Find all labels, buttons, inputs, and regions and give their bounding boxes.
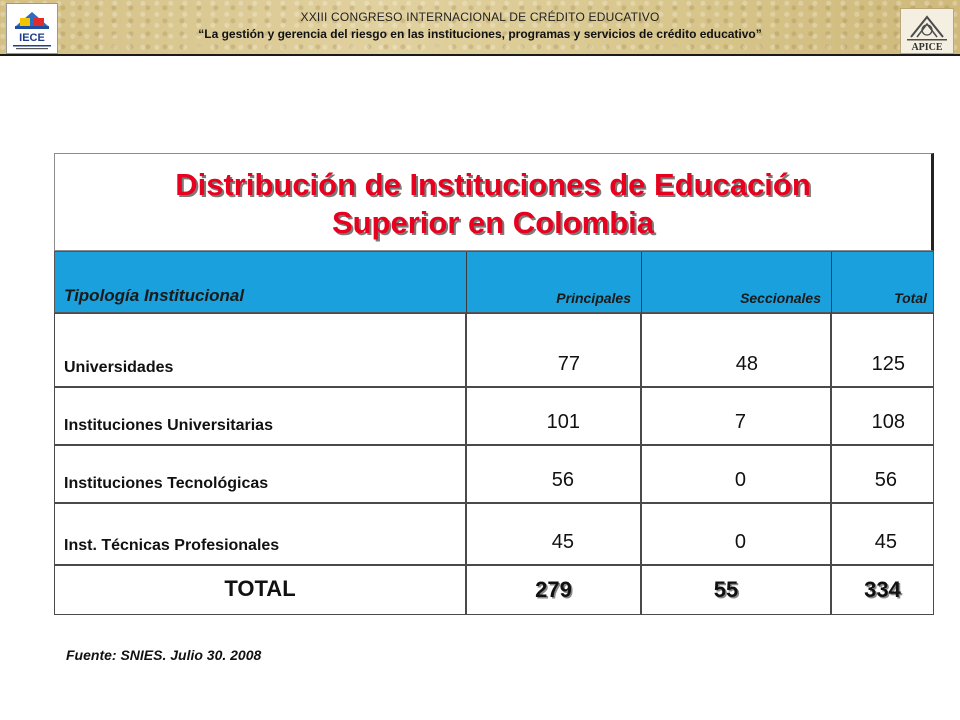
cell-value: 7 (734, 411, 746, 433)
table-cell-total (831, 387, 934, 445)
table-title (55, 166, 931, 242)
total-cell-total (831, 565, 934, 615)
institutions-table (54, 153, 934, 615)
table-cell-seccionales (641, 445, 831, 503)
table-row-label-cell (54, 387, 466, 445)
table-title-line2: Superior en Colombia (331, 205, 655, 240)
header-seccionales (642, 252, 832, 314)
table-cell-total (831, 503, 934, 565)
cell-value: 108 (871, 411, 905, 433)
header-total-label: Total (894, 290, 927, 306)
total-value: 55 (713, 577, 739, 602)
table-cell-total (831, 313, 934, 387)
cell-value: 125 (871, 353, 905, 375)
header-tipologia (55, 252, 467, 314)
congress-subtitle: “La gestión y gerencia del riesgo en las instituciones, programas y servicios de crédito educativo” (198, 27, 762, 41)
header-tipologia-label: Tipología Institucional (64, 286, 245, 305)
total-value: 334 (864, 577, 901, 602)
cell-value: 45 (874, 531, 897, 553)
table-row-label-cell (54, 313, 466, 387)
cell-value: 56 (874, 469, 897, 491)
table-row-label-cell (54, 503, 466, 565)
header-total (832, 252, 935, 314)
table-header-row (54, 251, 934, 313)
table-cell-seccionales (641, 503, 831, 565)
row-label: Inst. Técnicas Profesionales (64, 537, 280, 554)
cell-value: 48 (735, 353, 758, 375)
total-value: 279 (535, 577, 572, 602)
table-title-line1: Distribución de Instituciones de Educación (175, 167, 811, 202)
svg-text:APICE: APICE (911, 42, 943, 53)
apice-logo (900, 8, 954, 54)
row-label: Instituciones Tecnológicas (64, 475, 269, 492)
row-label: Universidades (64, 359, 174, 376)
table-cell-total (831, 445, 934, 503)
total-cell-seccionales (641, 565, 831, 615)
cell-value: 77 (557, 353, 580, 375)
cell-value: 45 (551, 531, 574, 553)
total-row-label-cell (54, 565, 466, 615)
table-cell-principales (466, 445, 641, 503)
cell-value: 0 (734, 531, 746, 553)
table-cell-seccionales (641, 313, 831, 387)
source-note: Fuente: SNIES. Julio 30. 2008 (66, 647, 262, 663)
banner-header (0, 0, 960, 56)
cell-value: 0 (734, 469, 746, 491)
total-cell-principales (466, 565, 641, 615)
table-cell-seccionales (641, 387, 831, 445)
row-label: Instituciones Universitarias (64, 417, 273, 434)
cell-value: 101 (546, 411, 580, 433)
table-cell-principales (466, 503, 641, 565)
congress-title: XXIII CONGRESO INTERNACIONAL DE CRÉDITO EDUCATIVO (300, 10, 660, 24)
total-label: TOTAL (224, 576, 296, 601)
table-cell-principales (466, 313, 641, 387)
header-principales (467, 252, 642, 314)
svg-text:IECE: IECE (19, 32, 45, 44)
iece-logo (6, 3, 58, 54)
table-row-label-cell (54, 445, 466, 503)
header-principales-label: Principales (556, 290, 631, 306)
table-title-band (54, 153, 934, 251)
table-cell-principales (466, 387, 641, 445)
cell-value: 56 (551, 469, 574, 491)
header-seccionales-label: Seccionales (740, 290, 821, 306)
